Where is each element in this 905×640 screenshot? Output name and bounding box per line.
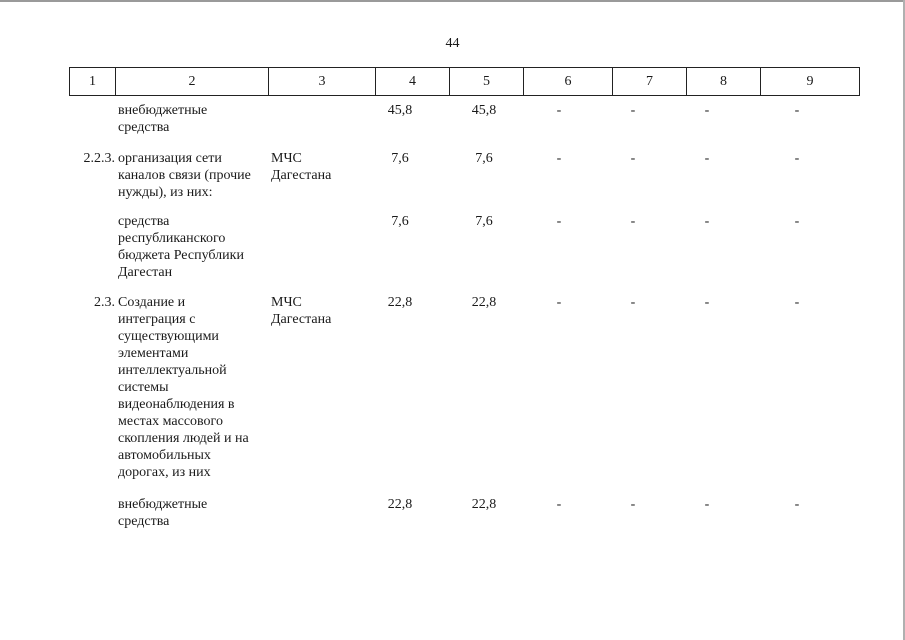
value-col-4: 22,8 — [387, 497, 413, 512]
row-number: 2.2.3. — [83, 151, 115, 166]
row-name-line: интеллектуальной — [118, 363, 227, 378]
row-name-line: скопления людей и на — [118, 431, 249, 446]
value-col-5: 45,8 — [471, 103, 497, 118]
value-col-7: - — [630, 103, 636, 118]
row-name-line: внебюджетные — [118, 103, 208, 118]
header-col-8: 8 — [687, 68, 761, 96]
row-name-line: существующими — [118, 329, 219, 344]
value-col-8: - — [704, 103, 710, 118]
row-name-line: средства — [118, 120, 170, 135]
value-col-6: - — [556, 214, 562, 229]
value-col-6: - — [556, 497, 562, 512]
row-name-line: видеонаблюдения в — [118, 397, 235, 412]
row-name-line: организация сети — [118, 151, 222, 166]
row-name-line: республиканского — [118, 231, 226, 246]
row-name-line: дорогах, из них — [118, 465, 211, 480]
row-name — [118, 150, 268, 201]
value-col-9: - — [794, 214, 800, 229]
value-col-5: 22,8 — [471, 497, 497, 512]
scan-edge-top — [0, 0, 905, 2]
value-col-6: - — [556, 103, 562, 118]
row-name — [118, 294, 268, 481]
row-name-line: каналов связи (прочие — [118, 168, 251, 183]
value-col-7: - — [630, 497, 636, 512]
row-executor-line: Дагестана — [271, 312, 332, 327]
value-col-7: - — [630, 151, 636, 166]
value-col-5: 7,6 — [475, 151, 493, 166]
page-number: 44 — [445, 36, 460, 51]
value-col-8: - — [704, 151, 710, 166]
row-executor — [271, 294, 381, 328]
header-col-4: 4 — [376, 68, 450, 96]
value-col-9: - — [794, 103, 800, 118]
row-name — [118, 496, 268, 530]
row-name-line: Дагестан — [118, 265, 173, 280]
value-col-6: - — [556, 151, 562, 166]
header-col-6: 6 — [524, 68, 613, 96]
row-name-line: средства — [118, 514, 170, 529]
value-col-5: 7,6 — [475, 214, 493, 229]
column-number-header — [69, 67, 860, 96]
value-col-8: - — [704, 214, 710, 229]
value-col-4: 7,6 — [391, 214, 409, 229]
row-name-line: местах массового — [118, 414, 223, 429]
row-name — [118, 213, 268, 281]
header-col-3: 3 — [269, 68, 376, 96]
header-col-1: 1 — [70, 68, 116, 96]
row-name-line: бюджета Республики — [118, 248, 244, 263]
value-col-7: - — [630, 214, 636, 229]
value-col-9: - — [794, 295, 800, 310]
row-name — [118, 102, 268, 136]
row-name-line: Создание и — [118, 295, 186, 310]
row-executor — [271, 150, 381, 184]
value-col-8: - — [704, 295, 710, 310]
value-col-4: 45,8 — [387, 103, 413, 118]
header-col-7: 7 — [613, 68, 687, 96]
row-name-line: нужды), из них: — [118, 185, 213, 200]
row-name-line: системы — [118, 380, 169, 395]
row-executor-line: МЧС — [271, 295, 302, 310]
row-executor-line: Дагестана — [271, 168, 332, 183]
value-col-8: - — [704, 497, 710, 512]
value-col-4: 7,6 — [391, 151, 409, 166]
row-name-line: элементами — [118, 346, 189, 361]
row-number: 2.3. — [94, 295, 115, 310]
value-col-9: - — [794, 497, 800, 512]
value-col-7: - — [630, 295, 636, 310]
value-col-9: - — [794, 151, 800, 166]
value-col-4: 22,8 — [387, 295, 413, 310]
row-name-line: внебюджетные — [118, 497, 208, 512]
row-name-line: интеграция с — [118, 312, 196, 327]
row-name-line: средства — [118, 214, 170, 229]
value-col-6: - — [556, 295, 562, 310]
value-col-5: 22,8 — [471, 295, 497, 310]
row-name-line: автомобильных — [118, 448, 211, 463]
header-col-9: 9 — [761, 68, 860, 96]
row-executor-line: МЧС — [271, 151, 302, 166]
header-col-5: 5 — [450, 68, 524, 96]
header-col-2: 2 — [116, 68, 269, 96]
